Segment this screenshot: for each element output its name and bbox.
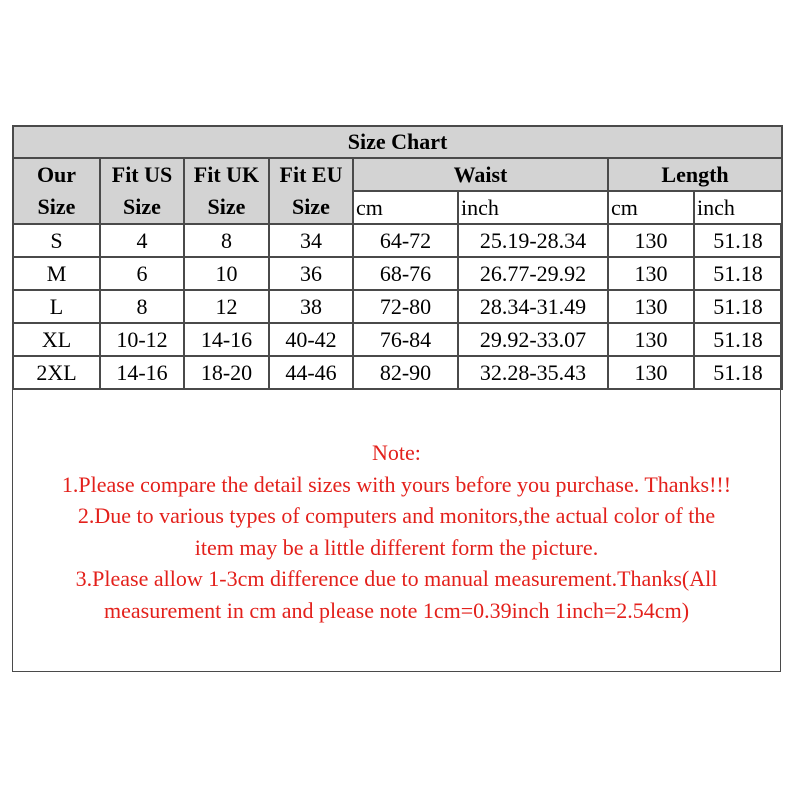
size-chart-table [12, 125, 783, 390]
cell-our-size: 2XL [13, 356, 100, 389]
cell-waist-cm: 72-80 [353, 290, 458, 323]
header-fit-eu-line1: Fit EU [269, 158, 353, 191]
header-waist-cm: cm [353, 191, 458, 224]
cell-fit-us: 6 [100, 257, 184, 290]
header-fit-us-line1: Fit US [100, 158, 184, 191]
cell-length-cm: 130 [608, 356, 694, 389]
cell-fit-eu: 40-42 [269, 323, 353, 356]
cell-fit-uk: 12 [184, 290, 269, 323]
header-fit-uk-line1: Fit UK [184, 158, 269, 191]
note-line: item may be a little different form the picture. [194, 534, 599, 560]
cell-waist-inch: 29.92-33.07 [458, 323, 608, 356]
cell-waist-cm: 68-76 [353, 257, 458, 290]
note-line: 2.Due to various types of computers and monitors,the actual color of the [77, 503, 716, 528]
cell-fit-eu: 36 [269, 257, 353, 290]
table-row [13, 224, 782, 257]
chart-title: Size Chart [13, 126, 782, 158]
cell-fit-us: 8 [100, 290, 184, 323]
cell-length-cm: 130 [608, 257, 694, 290]
cell-length-inch: 51.18 [694, 257, 782, 290]
header-row-1 [13, 158, 782, 191]
header-length: Length [608, 158, 782, 191]
cell-fit-us: 14-16 [100, 356, 184, 389]
cell-fit-us: 4 [100, 224, 184, 257]
cell-our-size: L [13, 290, 100, 323]
notes-section [12, 437, 781, 626]
cell-our-size: XL [13, 323, 100, 356]
header-fit-us-line2: Size [100, 191, 184, 224]
cell-waist-cm: 64-72 [353, 224, 458, 257]
header-our-size-line2: Size [13, 191, 100, 224]
cell-fit-eu: 44-46 [269, 356, 353, 389]
header-fit-eu-line2: Size [269, 191, 353, 224]
cell-fit-us: 10-12 [100, 323, 184, 356]
cell-our-size: S [13, 224, 100, 257]
cell-waist-inch: 32.28-35.43 [458, 356, 608, 389]
table-row [13, 356, 782, 389]
table-row [13, 323, 782, 356]
cell-waist-inch: 26.77-29.92 [458, 257, 608, 290]
cell-our-size: M [13, 257, 100, 290]
table-row [13, 290, 782, 323]
cell-length-inch: 51.18 [694, 290, 782, 323]
cell-fit-uk: 14-16 [184, 323, 269, 356]
cell-fit-eu: 38 [269, 290, 353, 323]
title-row [13, 126, 782, 158]
cell-fit-uk: 8 [184, 224, 269, 257]
cell-waist-cm: 76-84 [353, 323, 458, 356]
cell-waist-cm: 82-90 [353, 356, 458, 389]
cell-length-inch: 51.18 [694, 323, 782, 356]
note-line: 3.Please allow 1-3cm difference due to manual measurement.Thanks(All [75, 566, 718, 591]
table-row [13, 257, 782, 290]
cell-fit-uk: 10 [184, 257, 269, 290]
header-length-cm: cm [608, 191, 694, 224]
cell-fit-uk: 18-20 [184, 356, 269, 389]
cell-length-cm: 130 [608, 323, 694, 356]
header-length-inch: inch [694, 191, 782, 224]
header-waist-inch: inch [458, 191, 608, 224]
header-row-2 [13, 191, 782, 224]
header-fit-uk-line2: Size [184, 191, 269, 224]
notes-title: Note: [372, 440, 421, 465]
cell-length-cm: 130 [608, 224, 694, 257]
note-line: measurement in cm and please note 1cm=0.39inch 1inch=2.54cm) [103, 597, 690, 623]
cell-waist-inch: 28.34-31.49 [458, 290, 608, 323]
cell-waist-inch: 25.19-28.34 [458, 224, 608, 257]
cell-length-cm: 130 [608, 290, 694, 323]
cell-length-inch: 51.18 [694, 224, 782, 257]
note-line: 1.Please compare the detail sizes with yours before you purchase. Thanks!!! [61, 471, 732, 497]
header-waist: Waist [353, 158, 608, 191]
header-our-size-line1: Our [13, 158, 100, 191]
cell-length-inch: 51.18 [694, 356, 782, 389]
cell-fit-eu: 34 [269, 224, 353, 257]
